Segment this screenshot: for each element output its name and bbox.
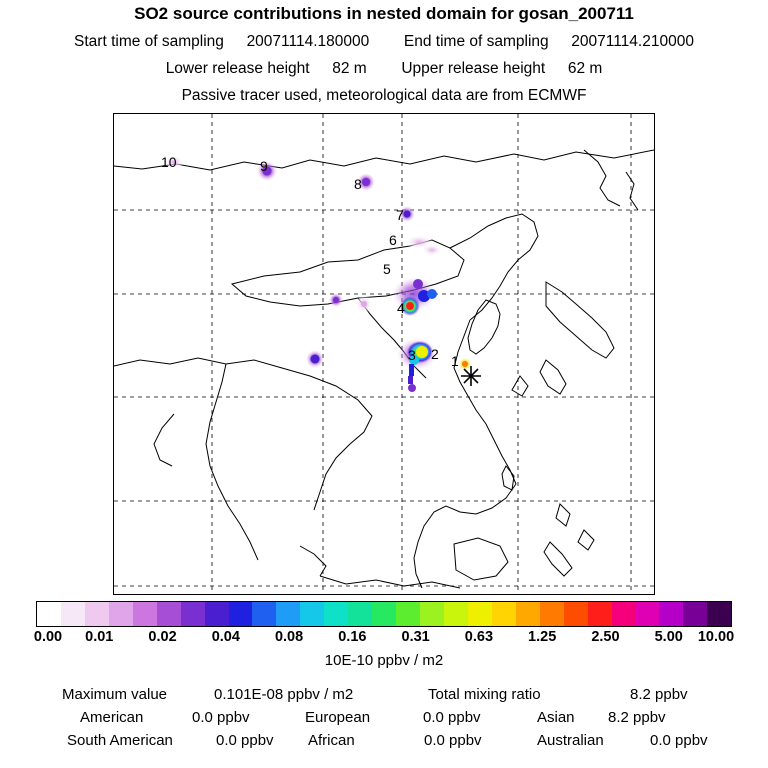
footer-row-summary <box>0 686 768 709</box>
footer-row-2 <box>0 732 768 755</box>
colorbar-swatch <box>300 602 324 626</box>
colorbar-swatch <box>659 602 683 626</box>
source-label-4: 4 <box>397 300 405 316</box>
page-title: SO2 source contributions in nested domain for gosan_200711 <box>134 4 634 23</box>
max-value-label: Maximum value <box>62 686 168 703</box>
european-value: 0.0 ppbv <box>423 709 481 726</box>
colorbar-swatch <box>372 602 396 626</box>
colorbar-tick-label: 0.00 <box>33 629 63 645</box>
colorbar <box>36 601 732 627</box>
colorbar-swatch <box>516 602 540 626</box>
australian-label: Australian <box>537 732 604 749</box>
colorbar-swatch <box>588 602 612 626</box>
map-graphic <box>114 114 654 594</box>
source-label-8: 8 <box>354 176 362 192</box>
source-label-2: 2 <box>431 346 439 362</box>
max-value: 0.101E-08 ppbv / m2 <box>214 686 354 703</box>
asian-value: 8.2 ppbv <box>608 709 666 726</box>
south-american-value: 0.0 ppbv <box>216 732 274 749</box>
colorbar-swatch <box>157 602 181 626</box>
colorbar-swatch <box>635 602 659 626</box>
south-american-label: South American <box>67 732 173 749</box>
start-time-value: 20071114.180000 <box>246 33 370 50</box>
total-mixing-ratio-value: 8.2 ppbv <box>630 686 688 703</box>
end-time-value: 20071114.210000 <box>571 33 694 50</box>
african-value: 0.0 ppbv <box>424 732 482 749</box>
colorbar-swatch <box>37 602 61 626</box>
plume-layer <box>164 155 471 392</box>
colorbar-swatch <box>61 602 85 626</box>
footer <box>0 686 768 755</box>
colorbar-tick-label: 0.31 <box>401 629 430 645</box>
colorbar-swatch <box>324 602 348 626</box>
colorbar-swatch <box>276 602 300 626</box>
start-time-label: Start time of sampling <box>74 33 224 50</box>
african-label: African <box>308 732 355 749</box>
source-label-3: 3 <box>408 347 416 363</box>
colorbar-tick-label: 0.02 <box>148 629 177 645</box>
colorbar-tick-label: 0.08 <box>274 629 304 645</box>
colorbar-swatch <box>612 602 636 626</box>
source-label-10: 10 <box>161 154 177 170</box>
colorbar-swatch <box>420 602 444 626</box>
source-label-5: 5 <box>383 261 391 277</box>
colorbar-swatch <box>444 602 468 626</box>
european-label: European <box>305 709 371 726</box>
colorbar-unit-label: 10E-10 ppbv / m2 <box>324 652 444 669</box>
colorbar-swatch <box>683 602 707 626</box>
colorbar-swatch <box>229 602 253 626</box>
colorbar-swatch <box>564 602 588 626</box>
colorbar-swatch <box>492 602 516 626</box>
colorbar-tick-label: 0.16 <box>338 629 367 645</box>
colorbar-tick-label: 2.50 <box>591 629 620 645</box>
sampling-time-line <box>0 33 768 51</box>
upper-release-value: 62 m <box>567 60 603 77</box>
colorbar-swatch <box>396 602 420 626</box>
colorbar-swatch <box>468 602 492 626</box>
upper-release-label: Upper release height <box>401 60 546 77</box>
colorbar-tick-label: 0.63 <box>464 629 494 645</box>
colorbar-tick-label: 10.00 <box>697 629 735 645</box>
colorbar-swatch <box>348 602 372 626</box>
receptor-star-icon <box>461 366 481 386</box>
source-label-7: 7 <box>396 207 404 223</box>
colorbar-swatch <box>540 602 564 626</box>
colorbar-tick-label: 1.25 <box>528 629 557 645</box>
colorbar-ticks <box>0 629 768 647</box>
release-height-line <box>0 60 768 78</box>
american-label: American <box>80 709 144 726</box>
source-label-9: 9 <box>260 158 268 174</box>
colorbar-swatch <box>181 602 205 626</box>
colorbar-swatch <box>205 602 229 626</box>
source-label-6: 6 <box>389 232 397 248</box>
map-panel <box>113 113 655 595</box>
colorbar-tick-label: 5.00 <box>654 629 683 645</box>
colorbar-swatch <box>133 602 157 626</box>
lower-release-value: 82 m <box>332 60 367 77</box>
tracer-note: Passive tracer used, meteorological data are from ECMWF <box>181 87 587 104</box>
end-time-label: End time of sampling <box>403 33 549 50</box>
colorbar-swatch <box>85 602 109 626</box>
map-gridlines <box>114 114 654 594</box>
colorbar-swatch <box>109 602 133 626</box>
colorbar-tick-label: 0.04 <box>211 629 240 645</box>
total-mixing-ratio-label: Total mixing ratio <box>428 686 541 703</box>
map-coastlines <box>114 150 654 588</box>
australian-value: 0.0 ppbv <box>650 732 708 749</box>
american-value: 0.0 ppbv <box>192 709 250 726</box>
colorbar-swatch <box>252 602 276 626</box>
source-label-1: 1 <box>451 353 459 369</box>
colorbar-tick-label: 0.01 <box>85 629 114 645</box>
asian-label: Asian <box>537 709 575 726</box>
lower-release-label: Lower release height <box>165 60 310 77</box>
footer-row-1 <box>0 709 768 732</box>
colorbar-swatch <box>707 602 731 626</box>
